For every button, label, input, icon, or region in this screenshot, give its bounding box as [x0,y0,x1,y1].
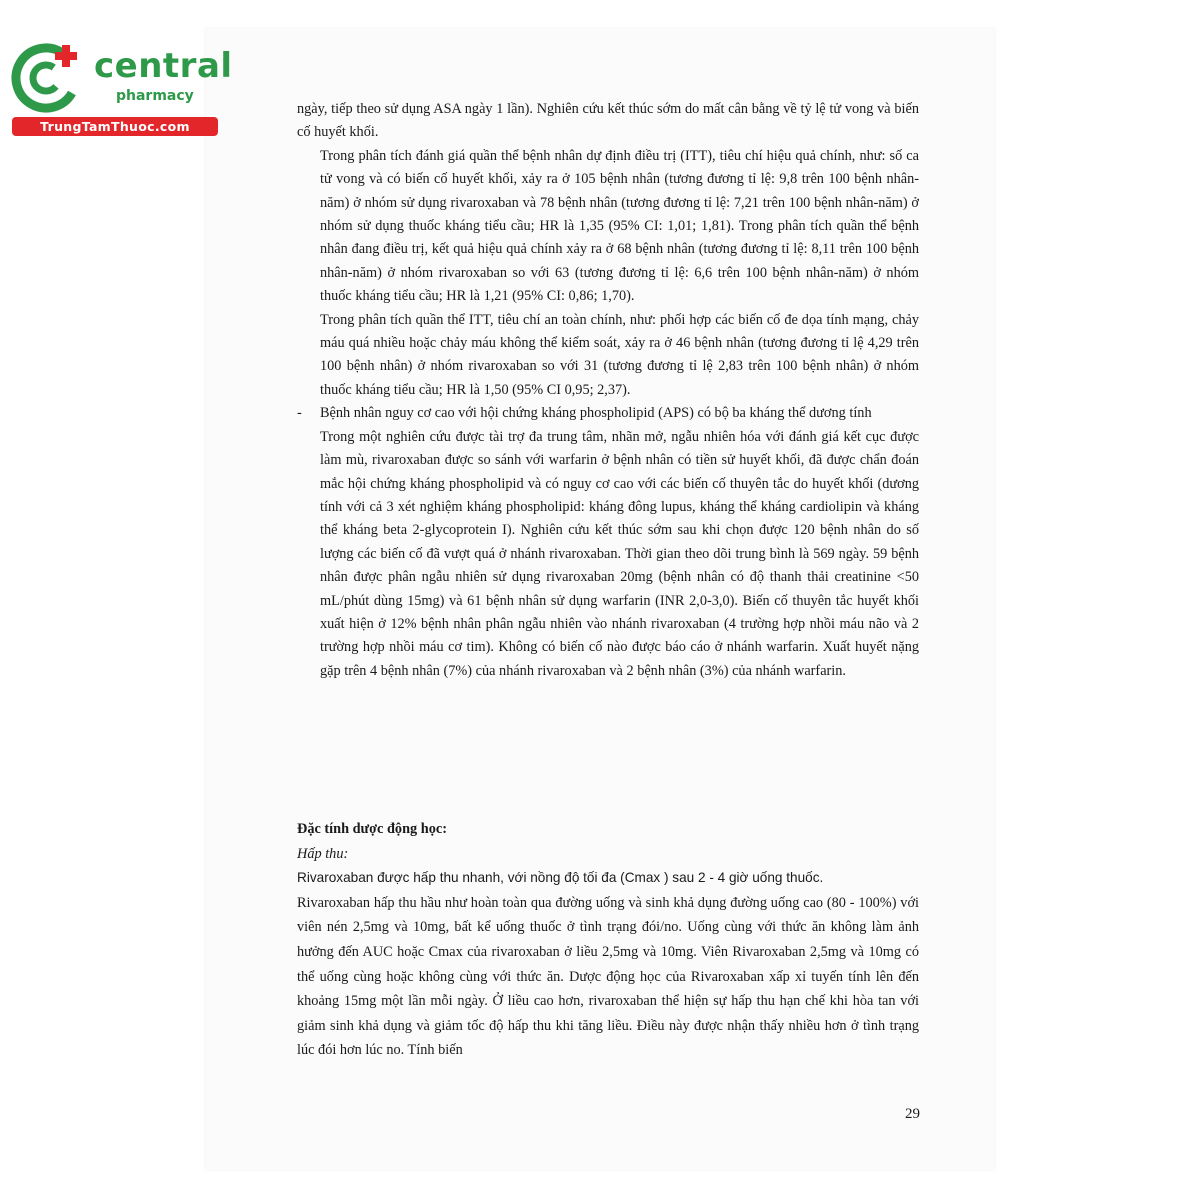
absorption-line: Rivaroxaban được hấp thu nhanh, với nồng độ tối đa (Cmax ) sau 2 - 4 giờ uống thuốc. [297,870,824,886]
central-pharmacy-logo[interactable] [8,36,233,136]
paragraph: Trong phân tích đánh giá quần thể bệnh nhân dự định điều trị (ITT), tiêu chí hiệu quả chính, như: số ca tử vong và có biến cố huyết khối, xảy ra ở 105 bệnh nhân (tương đương tỉ lệ: 9,8 trên 100 bệnh nhân-năm) ở nhóm sử dụng rivaroxaban và 78 bệnh nhân (tương đương tỉ lệ: 7,21 trên 100 bệnh nhân-năm) ở nhóm sử dụng thuốc kháng tiểu cầu; HR là 1,35 (95% CI: 1,01; 1,81). Trong phân tích quần thể bệnh nhân đang điều trị, kết quả hiệu quả chính xảy ra ở 68 bệnh nhân (tương đương tỉ lệ: 8,11 trên 100 bệnh nhân-năm) ở nhóm rivaroxaban so với 63 (tương đương tỉ lệ: 6,6 trên 100 bệnh nhân-năm) ở nhóm thuốc kháng tiểu cầu; HR là 1,21 (95% CI: 0,86; 1,70). [320,147,919,305]
bullet-text: Bệnh nhân nguy cơ cao với hội chứng kháng phospholipid (APS) có bộ ba kháng thể dương tính [320,405,872,422]
section-subheading: Hấp thu: [297,845,349,862]
pharmacokinetics-section [297,817,919,1063]
logo-website: TrungTamThuoc.com [12,117,218,136]
paragraph: ngày, tiếp theo sử dụng ASA ngày 1 lần). Nghiên cứu kết thúc sớm do mất cân bằng về tỷ lệ tử vong và biến cố huyết khối. [297,101,919,141]
bullet-dash: - [297,405,302,422]
paragraph: Trong một nghiên cứu được tài trợ đa trung tâm, nhãn mở, ngẫu nhiên hóa với đánh giá kết cục được làm mù, rivaroxaban được so sánh với warfarin ở bệnh nhân có tiền sử huyết khối, đã được chẩn đoán mắc hội chứng kháng phospholipid và có nguy cơ cao với các biến cố thuyên tắc do huyết khối (dương tính với cả 3 xét nghiệm kháng phospholipid: kháng đông lupus, kháng thể kháng cardiolipin và kháng thể kháng beta 2-glycoprotein I). Nghiên cứu kết thúc sớm sau khi chọn được 120 bệnh nhân do số lượng các biến cố đã vượt quá ở nhánh rivaroxaban. Thời gian theo dõi trung bình là 569 ngày. 59 bệnh nhân được phân ngẫu nhiên sử dụng rivaroxaban 20mg (bệnh nhân có độ thanh thải creatinine <50 mL/phút dùng 15mg) và 61 bệnh nhân sử dụng warfarin (INR 2,0-3,0). Biến cố thuyên tắc huyết khối xuất hiện ở 12% bệnh nhân phân ngẫu nhiên vào nhánh rivaroxaban (4 trường hợp nhồi máu não và 2 trường hợp nhồi máu cơ tim). Không có biến cố nào được báo cáo ở nhánh warfarin. Xuất huyết nặng gặp trên 4 bệnh nhân (7%) của nhánh rivaroxaban và 2 bệnh nhân (3%) của nhánh warfarin. [320,428,919,679]
paragraph: Rivaroxaban hấp thu hầu như hoàn toàn qua đường uống và sinh khả dụng đường uống cao (80 - 100%) với viên nén 2,5mg và 10mg, bất kể uống thuốc ở tình trạng đói/no. Uống cùng với thức ăn không làm ảnh hưởng đến AUC hoặc Cmax của rivaroxaban ở liều 2,5mg và 10mg. Viên Rivaroxaban 2,5mg và 10mg có thể uống cùng hoặc không cùng với thức ăn. Dược động học của Rivaroxaban xấp xỉ tuyến tính lên đến khoảng 15mg một lần mỗi ngày. Ở liều cao hơn, rivaroxaban thể hiện sự hấp thu hạn chế khi hòa tan với giảm sinh khả dụng và giảm tốc độ hấp thu khi tăng liều. Điều này được nhận thấy nhiều hơn ở tình trạng lúc đói hơn lúc no. Tính biến [297,894,919,1059]
paragraph: Trong phân tích quần thể ITT, tiêu chí an toàn chính, như: phối hợp các biến cố đe dọa tính mạng, chảy máu quá nhiều hoặc chảy máu không thể kiểm soát, xảy ra ở 46 bệnh nhân (tương đương tỉ lệ 4,29 trên 100 bệnh nhân) ở nhóm rivaroxaban so với 31 (tương đương tỉ lệ 2,83 trên 100 bệnh nhân) ở nhóm thuốc kháng tiểu cầu; HR là 1,50 (95% CI 0,95; 2,37). [320,311,919,398]
logo-name: central [94,46,233,86]
bullet-item [297,402,919,425]
section-heading: Đặc tính dược động học: [297,821,447,837]
logo-subtitle: pharmacy [116,88,194,104]
pharmacy-cross-icon [8,36,90,118]
body-text-top [297,98,919,683]
page-number: 29 [905,1106,920,1122]
